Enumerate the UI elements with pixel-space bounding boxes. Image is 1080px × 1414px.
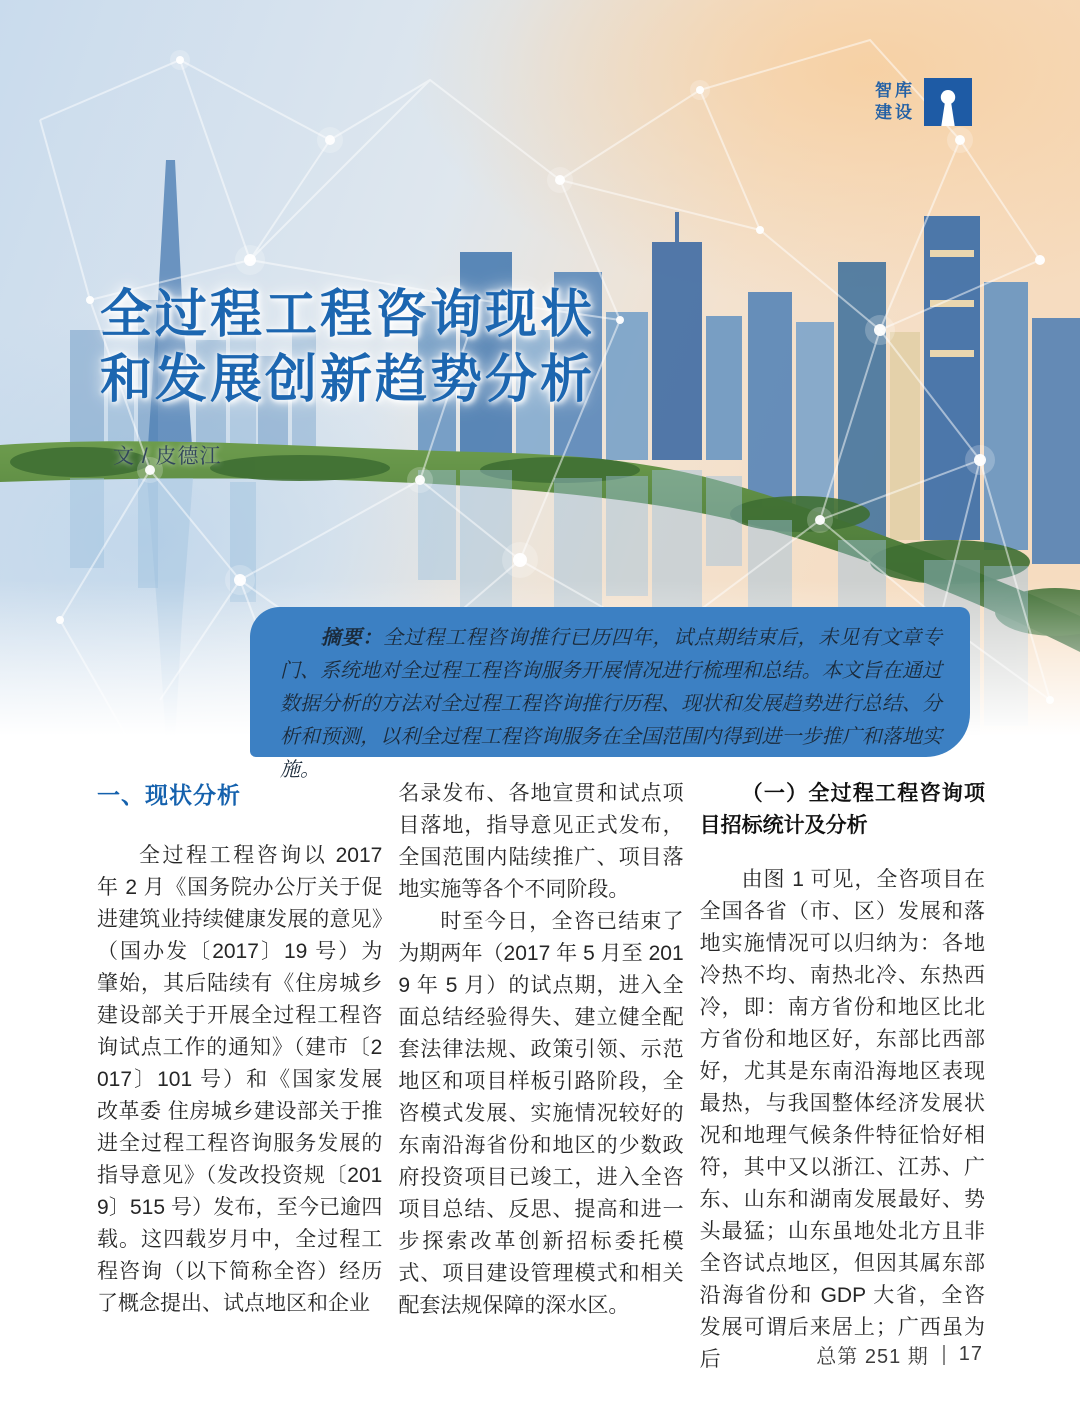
abstract-box [250, 607, 970, 781]
paragraph-1: 全过程工程咨询以 2017 年 2 月《国务院办公厅关于促进建筑业持续健康发展的意见》（国办发〔2017〕19 号）为肇始，其后陆续有《住房城乡建设部关于开展全过程工程咨询试点工作的通知》（建市〔2017〕101 号）和《国家发展改革委 住房城乡建设部关于推进全过程工程咨询服务发展的指导意见》（发改投资规〔2019〕515 号）发布，至今已逾四载。这四载岁月中，全过程工程咨询（以下简称全咨）经历了概念提出、试点地区和企业 [97, 844, 383, 1315]
column-3 [700, 778, 985, 1376]
article-author: 文 / 皮德江 [113, 445, 222, 468]
article-title-line1: 全过程工程咨询现状 [100, 286, 596, 344]
footer-divider [943, 1345, 945, 1365]
badge-label-line2: 建设 [875, 103, 915, 122]
subsection-heading-bidding-stats: （一）全过程工程咨询项目招标统计及分析 [699, 782, 985, 837]
badge-label-line1: 智库 [875, 81, 915, 100]
article-title-line2: 和发展创新趋势分析 [100, 351, 596, 409]
think-tank-badge [875, 78, 972, 126]
article-title [100, 283, 595, 413]
keyhole-icon [924, 78, 972, 126]
paragraph-3: 由图 1 可见，全咨项目在全国各省（市、区）发展和落地实施情况可以归纳为：各地冷热不均、南热北冷、东热西冷，即：南方省份和地区比北方省份和地区好，东部比西部好，尤其是东南沿海地区表现最热，与我国整体经济发展状况和地理气候条件特征恰好相符，其中又以浙江、江苏、广东、山东和湖南发展最好、势头最猛；山东虽地处北方且非全咨试点地区，但因其属东部沿海省份和 GDP 大省，全咨发展可谓后来居上；广西虽为后 [699, 868, 985, 1371]
abstract-text: 全过程工程咨询推行已历四年，试点期结束后，未见有文章专门、系统地对全过程工程咨询服务开展情况进行梳理和总结。本文旨在通过数据分析的方法对全过程工程咨询推行历程、现状和发展趋势进行总结、分析和预测，以利全过程工程咨询服务在全国范围内得到进一步推广和落地实施。 [280, 625, 943, 781]
badge-label [875, 80, 915, 124]
page-footer [816, 1340, 983, 1369]
column-2 [398, 778, 683, 1376]
section-heading-status-analysis: 一、现状分析 [97, 782, 241, 808]
article-body [97, 778, 985, 1376]
issue-number: 总第 251 期 [816, 1346, 929, 1368]
page-number: 17 [958, 1343, 983, 1365]
paragraph-1-continued: 名录发布、各地宣贯和试点项目落地，指导意见正式发布，全国范围内陆续推广、项目落地实施等各个不同阶段。 [398, 782, 684, 901]
paragraph-2: 时至今日，全咨已结束了为期两年（2017 年 5 月至 2019 年 5 月）的试点期，进入全面总结经验得失、建立健全配套法律法规、政策引领、示范地区和项目样板引路阶段，全咨模式发展、实施情况较好的东南沿海省份和地区的少数政府投资项目已竣工，进入全咨项目总结、反思、提高和进一步探索改革创新招标委托模式、项目建设管理模式和相关配套法规保障的深水区。 [398, 910, 684, 1317]
abstract-label: 摘要： [320, 625, 383, 649]
column-1 [97, 778, 382, 1376]
